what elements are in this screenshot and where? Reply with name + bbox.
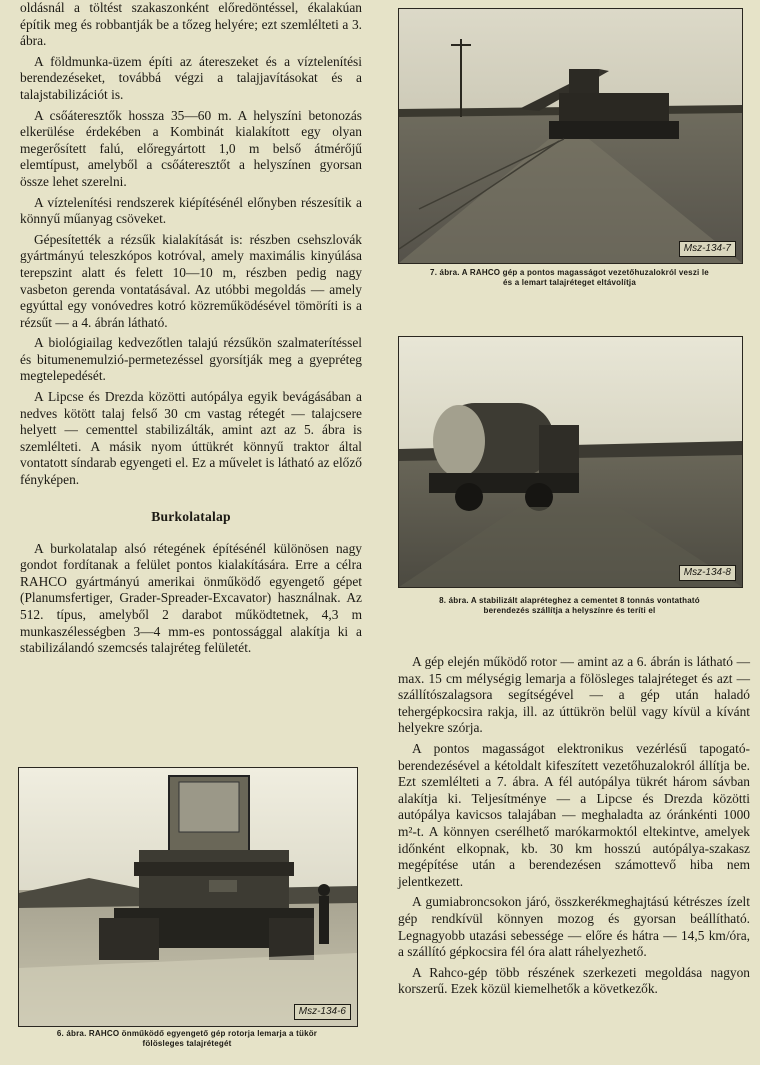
paragraph: A burkolatalap alsó rétegének építésénél különösen nagy gondot fordítanak a felület pontos kialakítására. Erre a célra RAHCO gyártmányú amerikai önműködő egyengető gépet (Planumsfertiger, Grader-Spreader-Excavator) használnak. Az 512. típus, amelyből 2 darabot működtetnek, 4,3 m munkaszélességben 3—4 mm-es pontossággal alakítja ki a stabilizálandó szemcsés talajréteg felületét. <box>20 540 362 656</box>
rahco-road-photo <box>399 9 742 263</box>
paragraph: A földmunka-üzem építi az átereszeket és a víztelenítési berendezéseket, továbbá végzi a talajjavításokat és a talajstabilizációt is. <box>20 53 362 102</box>
paragraph: A gép elején működő rotor — amint az a 6. ábrán is látható — max. 15 cm mélységig lemarja a fölösleges talajréteget és azt — szállítószalagsora segítségével — a gép után haladó tehergépkocsira rakja, ill. az úttükrön belül vagy kívül a kívánt helyekre szórja. <box>398 654 750 736</box>
paragraph: A Lipcse és Drezda közötti autópálya egyik bevágásában a nedves kötött talaj felső 30 cm vastag rétegét — talajcsere helyett — cementtel stabilizálták, amint azt az 5. ábra is szemlélteti. A másik nyom úttükrét könnyű traktor által vontatott síndarab egyengeti el. Ez a művelet is látható az előző fényképen. <box>20 389 362 488</box>
figure-6-photo <box>18 767 358 1027</box>
paragraph: A csőáteresztők hossza 35—60 m. A helyszíni betonozás elkerülése érdekében a Kombinát kialakított egy olyan megerősített falú, előregyártott 1,0 m belső átmérőjű elemtípust, amelyből a csőáteresztőt a helyszínen gyorsan össze lehet szerelni. <box>20 107 362 189</box>
rahco-machine-photo <box>19 768 357 1026</box>
caption-line: 8. ábra. A stabilizált alapréteghez a cementet 8 tonnás vontatható <box>439 596 700 605</box>
paragraph: A víztelenítési rendszerek kiépítésénél előnyben részesítik a könnyű műanyag csöveket. <box>20 194 362 227</box>
paragraph: oldásnál a töltést szakaszonként előredöntéssel, ékalakúan építik meg és robbantják be a tőzeg helyére; ezt szemlélteti a 3. ábra. <box>20 0 362 49</box>
figure-stamp: Msz-134-7 <box>679 241 736 257</box>
caption-line: és a lemart talajréteget eltávolítja <box>502 278 637 287</box>
figure-7-caption <box>398 268 741 288</box>
figure-8-caption <box>398 596 741 616</box>
paragraph: A Rahco-gép több részének szerkezeti megoldása nagyon korszerű. Ezek közül kiemelhetők a következők. <box>398 964 750 997</box>
paragraph: A biológiailag kedvezőtlen talajú rézsűkön szalmaterítéssel és bitumenemulzió-permetezéssel gyorsítják meg a gyepréteg megtelepedését. <box>20 335 362 384</box>
caption-line: berendezés szállítja a helyszínre és teríti el <box>483 606 656 615</box>
figure-8-photo <box>398 336 743 588</box>
cement-spreader-photo <box>399 337 742 587</box>
right-column <box>398 654 750 998</box>
figure-stamp: Msz-134-6 <box>294 1004 351 1020</box>
left-column <box>20 0 362 657</box>
section-heading: Burkolatalap <box>151 508 231 524</box>
paragraph: Gépesítették a rézsűk kialakítását is: részben csehszlovák gyártmányú teleszkópos kotróval, amely maximális kinyúlása terepszint alatt és felett 10—10 m, részben pedig nagy vasbeton gerenda vontatásával. Az utóbbi megoldás — amely egyúttal egy vonóvedres kotró közreműködésével tömöríti is a rézsűt — a 4. ábrán látható. <box>20 231 362 330</box>
caption-line: 7. ábra. A RAHCO gép a pontos magasságot vezetőhuzalokról veszi le <box>430 268 709 277</box>
paragraph: A pontos magasságot elektronikus vezérlésű tapogató-berendezésével a kétoldalt kifeszített vezetőhuzalokról állítja be. Ezt szemlélteti a 7. ábra. A fél autópálya tükrét három sávban alakítja ki. Teljesítménye — a Lipcse és Drezda közötti autópálya kavicsos talajában — meghaladta az óránkénti 1000 m²-t. A könnyen cserélhető marókarmoktól eltekintve, amelyek időnként elkopnak, kb. 30 km hosszú autópálya-szakasz megépítése után a berendezésen számottevő hiba nem jelentkezett. <box>398 740 750 889</box>
figure-6-caption <box>18 1029 356 1049</box>
figure-7-photo <box>398 8 743 264</box>
caption-line: fölösleges talajrétegét <box>142 1039 232 1048</box>
paragraph: A gumiabroncsokon járó, összkerékmeghajtású kétrészes ízelt gép rendkívül könnyen mozog és gyorsan beállítható. Legnagyobb utazási sebessége — előre és hátra — 14,5 km/óra, a szállító gépkocsira fél óra alatt ráhelyezhető. <box>398 894 750 960</box>
caption-line: 6. ábra. RAHCO önműködő egyengető gép rotorja lemarja a tükör <box>56 1029 318 1038</box>
figure-stamp: Msz-134-8 <box>679 565 736 581</box>
